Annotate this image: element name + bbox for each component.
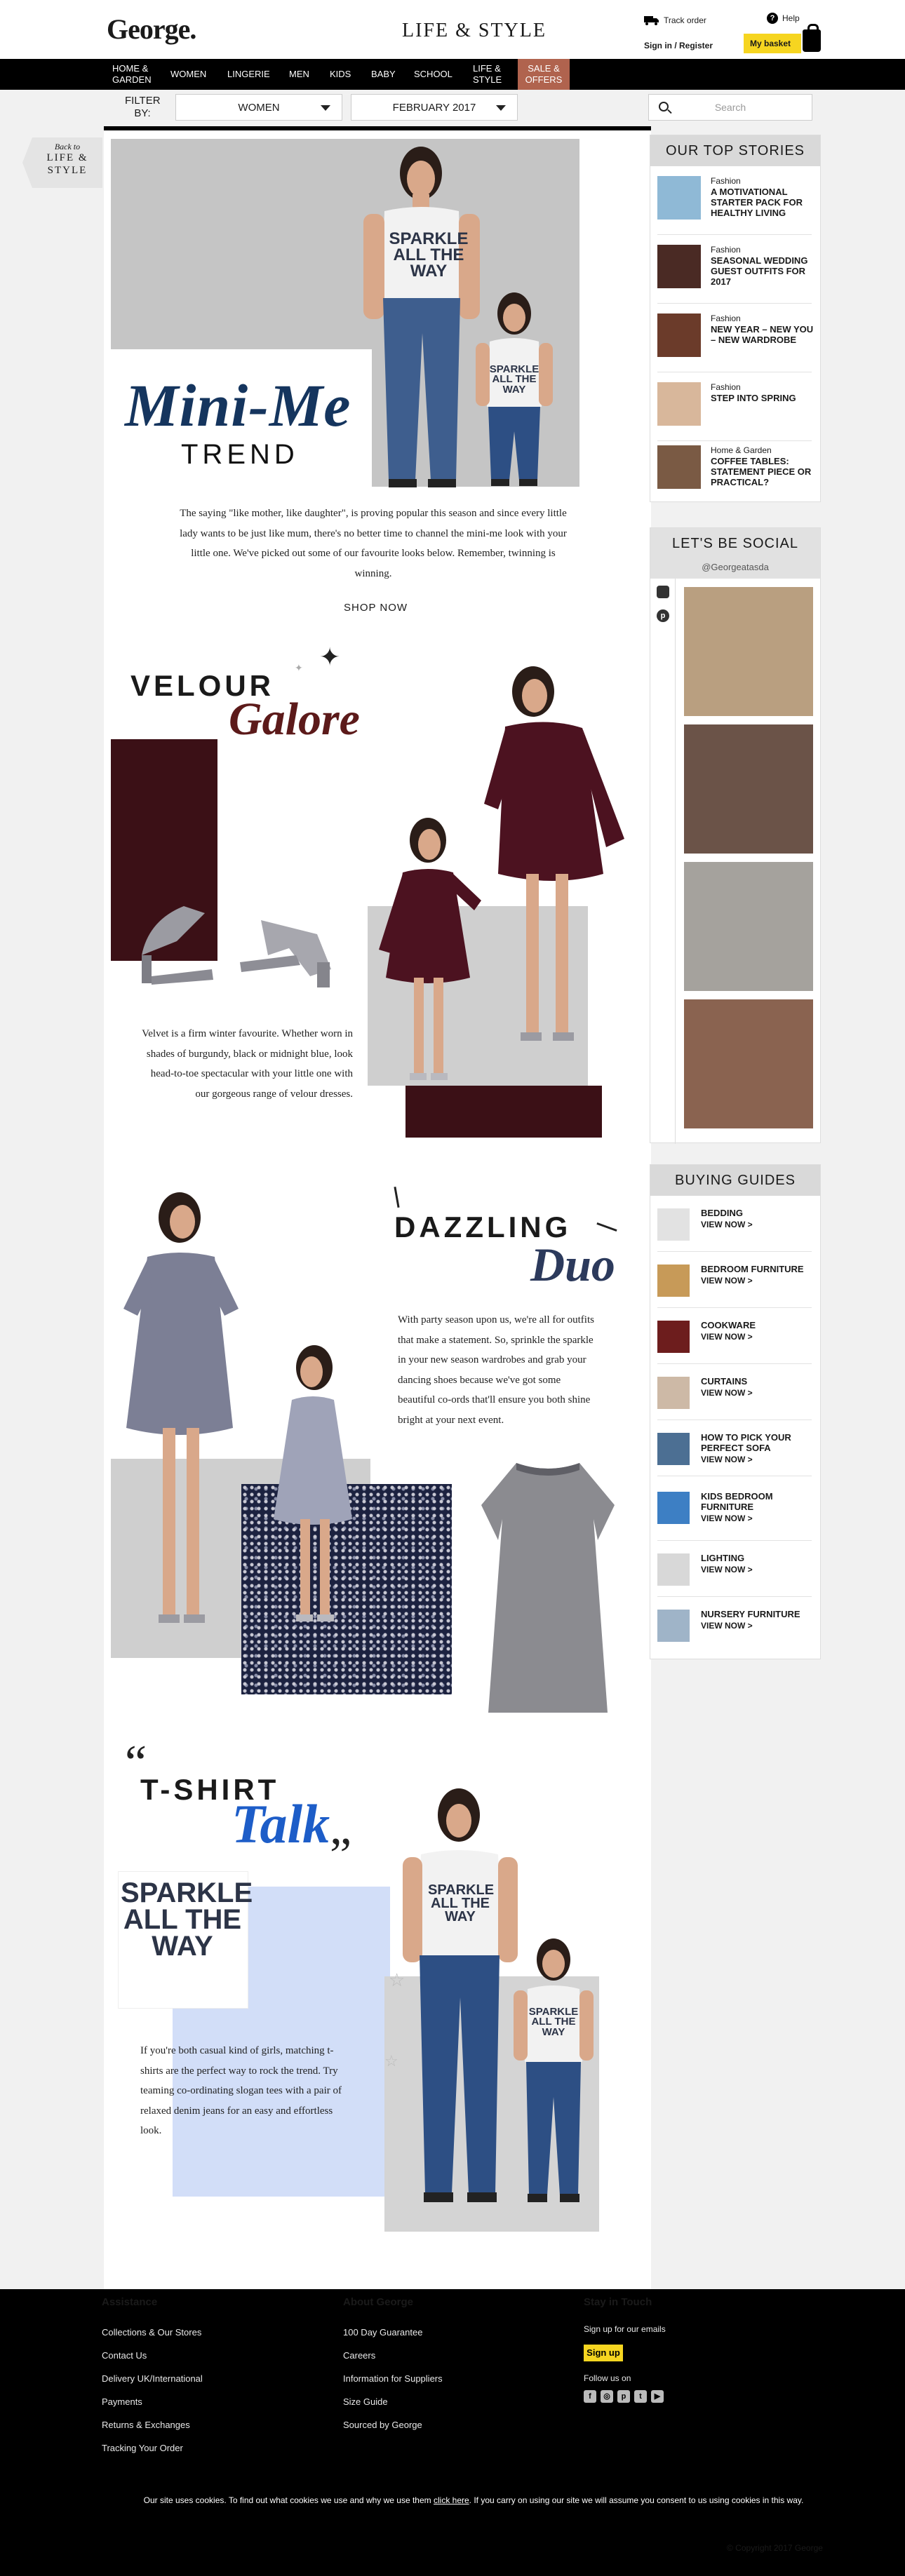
nav-kids[interactable]: KIDS bbox=[330, 68, 351, 79]
instagram-icon[interactable]: ◎ bbox=[601, 2390, 613, 2403]
guide-title: HOW TO PICK YOUR PERFECT SOFA VIEW NOW > bbox=[701, 1433, 813, 1465]
guide-view-now-link[interactable]: VIEW NOW > bbox=[701, 1331, 753, 1342]
my-basket-button[interactable]: My basket bbox=[744, 34, 801, 53]
story-item[interactable] bbox=[657, 235, 812, 304]
social-icon-rail bbox=[650, 579, 676, 1144]
copyright: © Copyright 2017 George bbox=[727, 2543, 823, 2553]
twitter-icon[interactable]: t bbox=[634, 2390, 647, 2403]
section-title[interactable]: LIFE & STYLE bbox=[402, 20, 547, 41]
hero-title-script: Mini-Me bbox=[125, 372, 351, 439]
footer-link[interactable]: Careers bbox=[343, 2350, 376, 2361]
guide-item[interactable] bbox=[657, 1364, 812, 1420]
guide-thumbnail bbox=[657, 1610, 690, 1642]
truck-icon bbox=[644, 15, 659, 25]
guide-view-now-link[interactable]: VIEW NOW > bbox=[701, 1513, 753, 1523]
guide-title: KIDS BEDROOM FURNITURE VIEW NOW > bbox=[701, 1492, 813, 1524]
quote-close-mark: ” bbox=[330, 1828, 352, 1882]
guide-thumbnail bbox=[657, 1377, 690, 1409]
star-outline-icon: ☆ bbox=[384, 2052, 398, 2070]
dazzling-daughter-photo bbox=[264, 1344, 362, 1634]
footer-link[interactable]: Collections & Our Stores bbox=[102, 2327, 202, 2338]
story-title: COFFEE TABLES: STATEMENT PIECE OR PRACTICAL? bbox=[711, 456, 812, 487]
hero-daughter-shirt-text: SPARKLE ALL THE WAY bbox=[489, 363, 539, 396]
guide-item[interactable] bbox=[657, 1252, 812, 1308]
footer-link[interactable]: Information for Suppliers bbox=[343, 2373, 443, 2384]
back-arrow-icon bbox=[22, 137, 32, 188]
social-heading: LET'S BE SOCIAL bbox=[650, 528, 820, 559]
guide-view-now-link[interactable]: VIEW NOW > bbox=[701, 1564, 753, 1574]
guide-item[interactable] bbox=[657, 1479, 812, 1541]
velour-burgundy-block-lower bbox=[405, 1086, 602, 1138]
filter-label: FILTER BY: bbox=[125, 95, 161, 119]
guide-view-now-link[interactable]: VIEW NOW > bbox=[701, 1620, 753, 1631]
back-label-line2: LIFE & bbox=[46, 152, 88, 164]
social-feed-image[interactable] bbox=[684, 999, 813, 1128]
velour-title-script: Galore bbox=[229, 694, 360, 745]
top-stories-panel bbox=[650, 135, 821, 502]
story-category: Fashion bbox=[711, 245, 741, 255]
month-select-value: FEBRUARY 2017 bbox=[392, 101, 476, 114]
basket-bag-icon[interactable] bbox=[803, 29, 821, 52]
sequin-dress-product-photo bbox=[474, 1463, 622, 1713]
nav-lingerie[interactable]: LINGERIE bbox=[227, 68, 270, 79]
shop-now-link[interactable]: SHOP NOW bbox=[344, 602, 408, 614]
back-label-line3: STYLE bbox=[47, 165, 88, 177]
hero-mum-shirt-text: SPARKLE ALL THE WAY bbox=[389, 229, 469, 281]
pinterest-icon[interactable]: p bbox=[657, 609, 669, 622]
tshirt-daughter-photo bbox=[508, 1936, 599, 2213]
nav-women[interactable]: WOMEN bbox=[170, 68, 207, 79]
search-icon bbox=[659, 102, 669, 112]
help-link[interactable] bbox=[767, 13, 800, 24]
social-feed-image[interactable] bbox=[684, 862, 813, 991]
chevron-down-icon bbox=[321, 105, 330, 111]
social-panel bbox=[650, 527, 821, 1143]
footer-link[interactable]: Payments bbox=[102, 2396, 142, 2407]
help-icon: ? bbox=[767, 13, 778, 24]
velour-title-caps: VELOUR bbox=[130, 669, 275, 702]
story-item[interactable] bbox=[657, 304, 812, 372]
tshirt-title-script: Talk bbox=[232, 1793, 330, 1854]
tshirt-mum-photo bbox=[393, 1787, 526, 2213]
guide-title: LIGHTING VIEW NOW > bbox=[701, 1553, 813, 1575]
story-item[interactable] bbox=[657, 372, 812, 441]
nav-men[interactable]: MEN bbox=[289, 68, 309, 79]
cookie-text-before: Our site uses cookies. To find out what cookies we use and why we use them bbox=[143, 2495, 434, 2505]
story-thumbnail bbox=[657, 313, 701, 357]
category-select[interactable] bbox=[175, 94, 342, 121]
footer-link[interactable]: Returns & Exchanges bbox=[102, 2420, 190, 2430]
guide-item[interactable] bbox=[657, 1541, 812, 1597]
guide-thumbnail bbox=[657, 1492, 690, 1524]
nav-home-garden[interactable]: HOME & GARDEN bbox=[112, 62, 152, 85]
footer-follow-text: Follow us on bbox=[584, 2373, 631, 2383]
cookie-click-here-link[interactable]: click here bbox=[433, 2495, 469, 2505]
cookie-text-after: . If you carry on using our site we will assume you consent to us using cookies in this way. bbox=[469, 2495, 804, 2505]
guide-item[interactable] bbox=[657, 1420, 812, 1476]
main-nav bbox=[0, 59, 905, 90]
track-order-label: Track order bbox=[664, 15, 706, 25]
tshirt-text: If you're both casual kind of girls, matching t-shirts are the perfect way to rock the trend. Try teaming co-ordinating slogan tees with a pair of relaxed denim jeans for an easy and effortless look. bbox=[140, 2045, 342, 2136]
story-category: Fashion bbox=[711, 313, 741, 323]
tshirt-daughter-shirt-text: SPARKLE ALL THE WAY bbox=[528, 2006, 579, 2038]
story-title: NEW YEAR – NEW YOU – NEW WARDROBE bbox=[711, 324, 814, 345]
guide-view-now-link[interactable]: VIEW NOW > bbox=[701, 1454, 753, 1464]
footer-link[interactable]: Tracking Your Order bbox=[102, 2443, 183, 2453]
story-title: SEASONAL WEDDING GUEST OUTFITS FOR 2017 bbox=[711, 255, 808, 287]
sparkle-star-icon: ✦ bbox=[319, 642, 341, 671]
guide-thumbnail bbox=[657, 1208, 690, 1241]
guide-title: BEDROOM FURNITURE VIEW NOW > bbox=[701, 1265, 813, 1286]
velour-text: Velvet is a firm winter favourite. Whether worn in shades of burgundy, black or midnight blue, look head-to-toe spectacular with your little one with our gorgeous range of velour dresses. bbox=[142, 1028, 353, 1100]
help-label: Help bbox=[782, 13, 800, 23]
story-thumbnail bbox=[657, 382, 701, 426]
guide-view-now-link[interactable]: VIEW NOW > bbox=[701, 1387, 753, 1398]
guide-item[interactable] bbox=[657, 1597, 812, 1653]
quote-open-mark: “ bbox=[125, 1736, 147, 1790]
velour-silver-heels-photo bbox=[135, 878, 345, 990]
footer-signup-text: Sign up for our emails bbox=[584, 2324, 666, 2334]
facebook-icon[interactable]: f bbox=[584, 2390, 596, 2403]
search-placeholder: Search bbox=[714, 102, 746, 113]
cookie-notice bbox=[126, 2494, 821, 2507]
footer-stay-heading: Stay in Touch bbox=[584, 2296, 652, 2308]
nav-life-style[interactable]: LIFE & STYLE bbox=[473, 62, 502, 85]
search-input[interactable] bbox=[648, 94, 812, 121]
footer-assistance-heading: Assistance bbox=[102, 2296, 158, 2308]
dazzling-mum-photo bbox=[109, 1189, 250, 1636]
category-select-value: WOMEN bbox=[238, 101, 280, 114]
guide-title: BEDDING VIEW NOW > bbox=[701, 1208, 813, 1230]
content-top-rule bbox=[104, 126, 651, 130]
story-thumbnail bbox=[657, 245, 701, 288]
story-title: A MOTIVATIONAL STARTER PACK FOR HEALTHY LIVING bbox=[711, 187, 803, 218]
pinterest-icon[interactable]: p bbox=[617, 2390, 630, 2403]
sparkle-star-icon: ✦ bbox=[295, 662, 303, 673]
guide-view-now-link[interactable]: VIEW NOW > bbox=[701, 1275, 753, 1286]
footer-link[interactable]: Sourced by George bbox=[343, 2420, 422, 2430]
guide-view-now-link[interactable]: VIEW NOW > bbox=[701, 1219, 753, 1229]
guide-thumbnail bbox=[657, 1321, 690, 1353]
nav-sale-offers[interactable]: SALE & OFFERS bbox=[518, 59, 570, 90]
star-outline-icon: ☆ bbox=[389, 1969, 405, 1990]
velour-daughter-photo bbox=[372, 816, 484, 1090]
track-order-link[interactable] bbox=[644, 15, 706, 25]
footer-link[interactable]: Delivery UK/International bbox=[102, 2373, 203, 2384]
george-logo[interactable]: George. bbox=[107, 13, 196, 45]
tshirt-title-caps: T-SHIRT bbox=[140, 1773, 280, 1806]
story-item[interactable] bbox=[657, 166, 812, 235]
buying-guides-panel bbox=[650, 1164, 821, 1659]
story-thumbnail bbox=[657, 176, 701, 220]
story-category: Fashion bbox=[711, 382, 741, 392]
footer-link[interactable]: Contact Us bbox=[102, 2350, 147, 2361]
signup-button[interactable]: Sign up bbox=[584, 2345, 623, 2361]
guide-title: COOKWARE VIEW NOW > bbox=[701, 1321, 813, 1342]
back-label-small: Back to bbox=[54, 142, 81, 151]
tshirt-closeup-text: SPARKLE ALL THE WAY bbox=[121, 1877, 253, 1962]
hero-intro-text: The saying "like mother, like daughter", is proving popular this season and since every little lady wants to be just like mum, there's no better time to channel the mini-me look with your little one. We've picked out some of our favourite looks below. Remember, twinning is winning. bbox=[180, 508, 567, 579]
footer-link[interactable]: 100 Day Guarantee bbox=[343, 2327, 423, 2338]
social-feed-image[interactable] bbox=[684, 724, 813, 854]
month-select[interactable] bbox=[351, 94, 518, 121]
social-handle: @Georgeatasda bbox=[650, 559, 820, 579]
top-stories-heading: OUR TOP STORIES bbox=[650, 135, 820, 166]
guide-title: CURTAINS VIEW NOW > bbox=[701, 1377, 813, 1398]
guide-thumbnail bbox=[657, 1265, 690, 1297]
footer-about-heading: About George bbox=[343, 2296, 413, 2308]
chevron-down-icon bbox=[496, 105, 506, 111]
dazzling-title-caps: DAZZLING bbox=[394, 1211, 572, 1243]
guide-item[interactable] bbox=[657, 1196, 812, 1252]
nav-baby[interactable]: BABY bbox=[371, 68, 396, 79]
social-feed-image[interactable] bbox=[684, 587, 813, 716]
velour-mum-photo bbox=[477, 663, 631, 1077]
story-thumbnail bbox=[657, 445, 701, 489]
guide-thumbnail bbox=[657, 1433, 690, 1465]
youtube-icon[interactable]: ▶ bbox=[651, 2390, 664, 2403]
dazzling-title-script: Duo bbox=[530, 1238, 615, 1291]
nav-school[interactable]: SCHOOL bbox=[414, 68, 452, 79]
story-category: Home & Garden bbox=[711, 445, 772, 455]
story-title: STEP INTO SPRING bbox=[711, 393, 796, 403]
tshirt-mum-shirt-text: SPARKLE ALL THE WAY bbox=[428, 1882, 495, 1924]
footer-link[interactable]: Size Guide bbox=[343, 2396, 388, 2407]
guide-thumbnail bbox=[657, 1553, 690, 1586]
story-item[interactable] bbox=[657, 436, 812, 504]
back-to-life-style-link[interactable] bbox=[32, 137, 102, 188]
buying-guides-heading: BUYING GUIDES bbox=[650, 1165, 820, 1196]
hero-title-caps: TREND bbox=[181, 439, 299, 470]
instagram-icon[interactable] bbox=[657, 586, 669, 598]
guide-item[interactable] bbox=[657, 1308, 812, 1364]
guide-title: NURSERY FURNITURE VIEW NOW > bbox=[701, 1610, 813, 1631]
dazzling-text: With party season upon us, we're all for outfits that make a statement. So, sprinkle the sparkle in your new season wardrobes and grab your dancing shoes because we've got some beautiful co-ords that'll ensure you both shine bright at your next event. bbox=[398, 1314, 594, 1426]
signin-register-link[interactable]: Sign in / Register bbox=[644, 41, 713, 50]
story-category: Fashion bbox=[711, 176, 741, 186]
site-header bbox=[0, 0, 905, 59]
